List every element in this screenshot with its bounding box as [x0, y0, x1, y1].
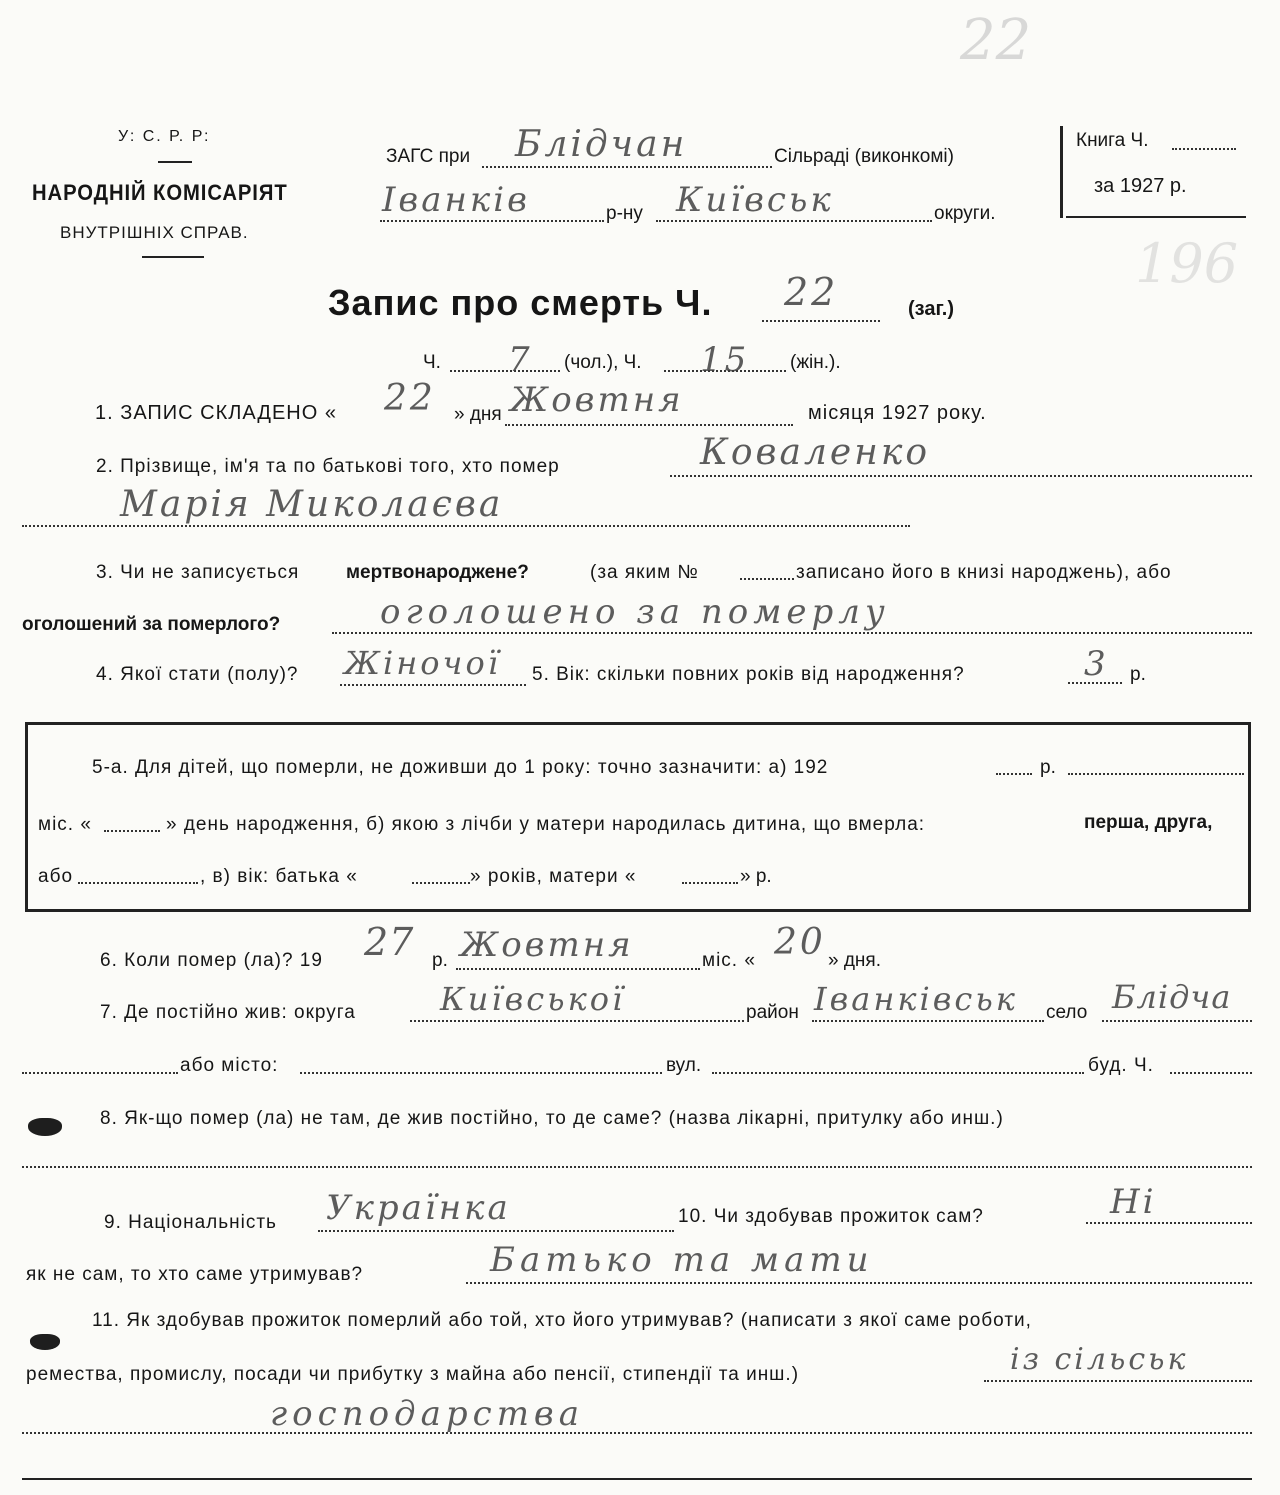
book-label: Книга Ч. — [1076, 130, 1149, 151]
record-title: Запис про смерть Ч. — [328, 282, 713, 323]
q1-month: Жовтня — [510, 380, 684, 420]
q7-house-label: буд. Ч. — [1088, 1055, 1154, 1076]
record-suffix: (заг.) — [908, 298, 955, 320]
q3-value: оголошено за померлу — [380, 592, 890, 632]
zags-suffix: Сільраді (виконкомі) — [774, 146, 954, 167]
q7-rayon: Іванківськ — [814, 980, 1018, 1018]
q5-value: 3 — [1084, 644, 1109, 684]
zags-value: Блідчан — [515, 124, 688, 165]
sub-prefix: Ч. — [423, 352, 441, 373]
zags-prefix: ЗАГС при — [386, 146, 471, 167]
q5-label: 5. Вік: скільки повних років від народження? — [532, 664, 965, 685]
q5a-month: міс. « — [38, 814, 92, 835]
q7-okruha: Київської — [440, 980, 626, 1018]
q3-a: 3. Чи не записується — [96, 562, 300, 583]
corner-mark-top: 22 — [960, 8, 1032, 73]
women-number: 15 — [700, 340, 750, 380]
men-number: 7 — [508, 340, 533, 380]
q6-suffix: » дня. — [828, 950, 881, 971]
q10b-value: Батько та мати — [490, 1240, 874, 1280]
q4-label: 4. Якої стати (полу)? — [96, 664, 299, 685]
q1-prefix: 1. ЗАПИС СКЛАДЕНО « — [95, 402, 337, 424]
ministry-dept: ВНУТРІШНІХ СПРАВ. — [60, 223, 249, 242]
q9-value: Українка — [326, 1188, 511, 1228]
q6-r: р. — [432, 950, 448, 971]
q3-e: оголошений за померлого? — [22, 614, 281, 635]
corner-mark-side: 196 — [1135, 232, 1239, 295]
divider — [158, 161, 192, 163]
q5a-order: перша, друга, — [1084, 812, 1213, 833]
q6-day: 20 — [774, 922, 826, 963]
women-label: (жін.). — [790, 352, 841, 373]
q1-mid: » дня — [454, 404, 502, 425]
men-label: (чол.), Ч. — [564, 352, 642, 373]
q4-value: Жіночої — [344, 644, 501, 682]
q5a-line1: 5-а. Для дітей, що померли, не доживши до 1 року: точно зазначити: а) 192 — [92, 757, 829, 778]
q7-selo-label: село — [1046, 1002, 1088, 1023]
q3-d: записано його в книзі народжень), або — [796, 562, 1172, 583]
ink-blot — [30, 1334, 60, 1350]
q6-month: Жовтня — [460, 925, 634, 965]
q5a-r: » р. — [740, 866, 772, 887]
q7-city-label: або місто: — [180, 1055, 279, 1076]
rayon-label: р-ну — [606, 203, 643, 224]
q11-value-1: із сільськ — [1010, 1342, 1189, 1377]
q6-year: 27 — [364, 920, 415, 964]
q5a-age-mother: » років, матери « — [470, 866, 637, 887]
book-box-bottom — [1066, 216, 1246, 218]
okruha-label: округи. — [934, 203, 996, 224]
q5-suffix: р. — [1130, 664, 1146, 685]
q11-line1: 11. Як здобував прожиток померлий або той, хто його утримував? (написати з якої саме роботи, — [92, 1310, 1032, 1331]
q2-label: 2. Прізвище, ім'я та по батькові того, хто помер — [96, 456, 560, 477]
q3-b: мертвонароджене? — [346, 562, 529, 583]
q7-selo: Блідча — [1112, 978, 1232, 1016]
q7-label: 7. Де постійно жив: округа — [100, 1002, 356, 1023]
q11-value-2: господарства — [270, 1394, 584, 1434]
bottom-rule — [22, 1478, 1252, 1480]
q1-day: 22 — [384, 378, 436, 419]
q5a-age-father: , в) вік: батька « — [200, 866, 358, 887]
q3-c: (за яким № — [590, 562, 699, 583]
q6-label: 6. Коли помер (ла)? 19 — [100, 950, 323, 971]
q2-surname: Коваленко — [700, 432, 931, 473]
ink-blot — [28, 1118, 62, 1136]
q7-rayon-label: район — [746, 1002, 799, 1023]
record-number: 22 — [784, 270, 839, 314]
ministry-name: НАРОДНІЙ КОМІСАРІЯТ — [32, 180, 288, 205]
q6-mis: міс. « — [702, 950, 756, 971]
q5a-line1-r: р. — [1040, 757, 1056, 778]
q10-label: 10. Чи здобував прожиток сам? — [678, 1206, 984, 1227]
q10b-label: як не сам, то хто саме утримував? — [26, 1264, 364, 1285]
q7-street-label: вул. — [666, 1055, 702, 1076]
rayon-value: Іванків — [382, 180, 530, 220]
country-label: У: С. Р. Р: — [118, 128, 211, 145]
book-year: за 1927 р. — [1094, 175, 1187, 197]
divider — [142, 256, 204, 258]
q10-value: Ні — [1110, 1182, 1157, 1222]
q9-label: 9. Національність — [104, 1212, 277, 1233]
okruha-value: Київськ — [676, 180, 834, 220]
q1-suffix: місяця 1927 року. — [808, 402, 987, 424]
q5a-line2: » день народження, б) якою з лічби у матери народилась дитина, що вмерла: — [166, 814, 926, 835]
q2-name: Марія Миколаєва — [120, 484, 504, 525]
q8-label: 8. Як-що помер (ла) не там, де жив постійно, то де саме? (назва лікарні, притулку або инш.) — [100, 1108, 1004, 1129]
q11-line2: ремества, промислу, посади чи прибутку з майна або пенсії, стипендії та инш.) — [26, 1364, 800, 1385]
book-box-left — [1060, 126, 1063, 218]
q5a-or: або — [38, 866, 74, 887]
